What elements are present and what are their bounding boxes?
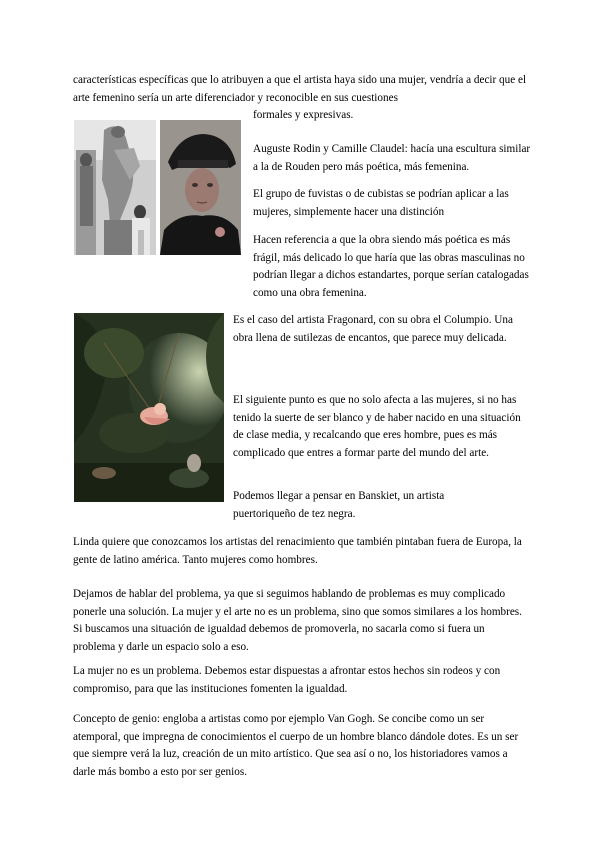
paragraph-genio: Concepto de genio: engloba a artistas como por ejemplo Van Gogh. Se concibe como un ser atemporal, que impregna de conocimientos el cuerpo de un hombre blanco dándole dotes. Es un ser que siempre verá la luz, creación de un mito artístico. Que sea así o no, los historiadores vamos a darle más bombo a esto por ser genios. bbox=[73, 713, 519, 778]
paragraph-intro-end: formales y expresivas. bbox=[253, 109, 354, 121]
paragraph-igualdad: La mujer no es un problema. Debemos estar dispuestas a afrontar estos hechos sin rodeos y con compromiso, para que las instituciones fomenten la igualdad. bbox=[73, 665, 501, 695]
camille-claudel-portrait bbox=[160, 120, 241, 255]
paragraph-rodin-claudel: Auguste Rodin y Camille Claudel: hacía una escultura similar a la de Rouden pero más poética, más femenina. bbox=[253, 143, 531, 173]
paragraph-fragonard: Es el caso del artista Fragonard, con su obra el Columpio. Una obra llena de sutilezas de encantos, que parece muy delicada. bbox=[233, 314, 513, 344]
paragraph-intro: características específicas que lo atribuyen a que el artista haya sido una mujer, vendría a decir que el arte femenino sería un arte diferenciador y reconocible en sus cuestiones bbox=[73, 74, 527, 104]
paragraph-banskiet: Podemos llegar a pensar en Banskiet, un artista puertoriqueño de tez negra. bbox=[233, 490, 445, 520]
paragraph-fragilidad: Hacen referencia a que la obra siendo más poética es más frágil, más delicado lo que haría que las obras masculinas no podrían llegar a dichos estandartes, porque serían catalogadas como una obra femenina. bbox=[253, 234, 529, 299]
paragraph-renacimiento: Linda quiere que conozcamos los artistas del renacimiento que también pintaban fuera de Europa, la gente de latino américa. Tanto mujeres como hombres. bbox=[73, 536, 522, 566]
paragraph-fauvistas: El grupo de fuvistas o de cubistas se podrían aplicar a las mujeres, simplemente hacer una distinción bbox=[253, 188, 509, 218]
paragraph-problema: Dejamos de hablar del problema, ya que si seguimos hablando de problemas es muy complicado ponerle una solución. La mujer y el arte no es un problema, sino que somos similares a los hombres. Si buscamos una situación de igualdad debemos de promoverla, no sacarla como si fuera un problema y darle un espacio solo a eso. bbox=[73, 588, 522, 653]
sculptor-studio-photo bbox=[74, 120, 156, 255]
fragonard-swing-painting bbox=[74, 313, 224, 502]
paragraph-clase-media: El siguiente punto es que no solo afecta a las mujeres, si no has tenido la suerte de ser blanco y de haber nacido en una situación de clase media, y recalcando que eres hombre, pues es más complicado que entres a formar parte del mundo del arte. bbox=[233, 394, 521, 459]
